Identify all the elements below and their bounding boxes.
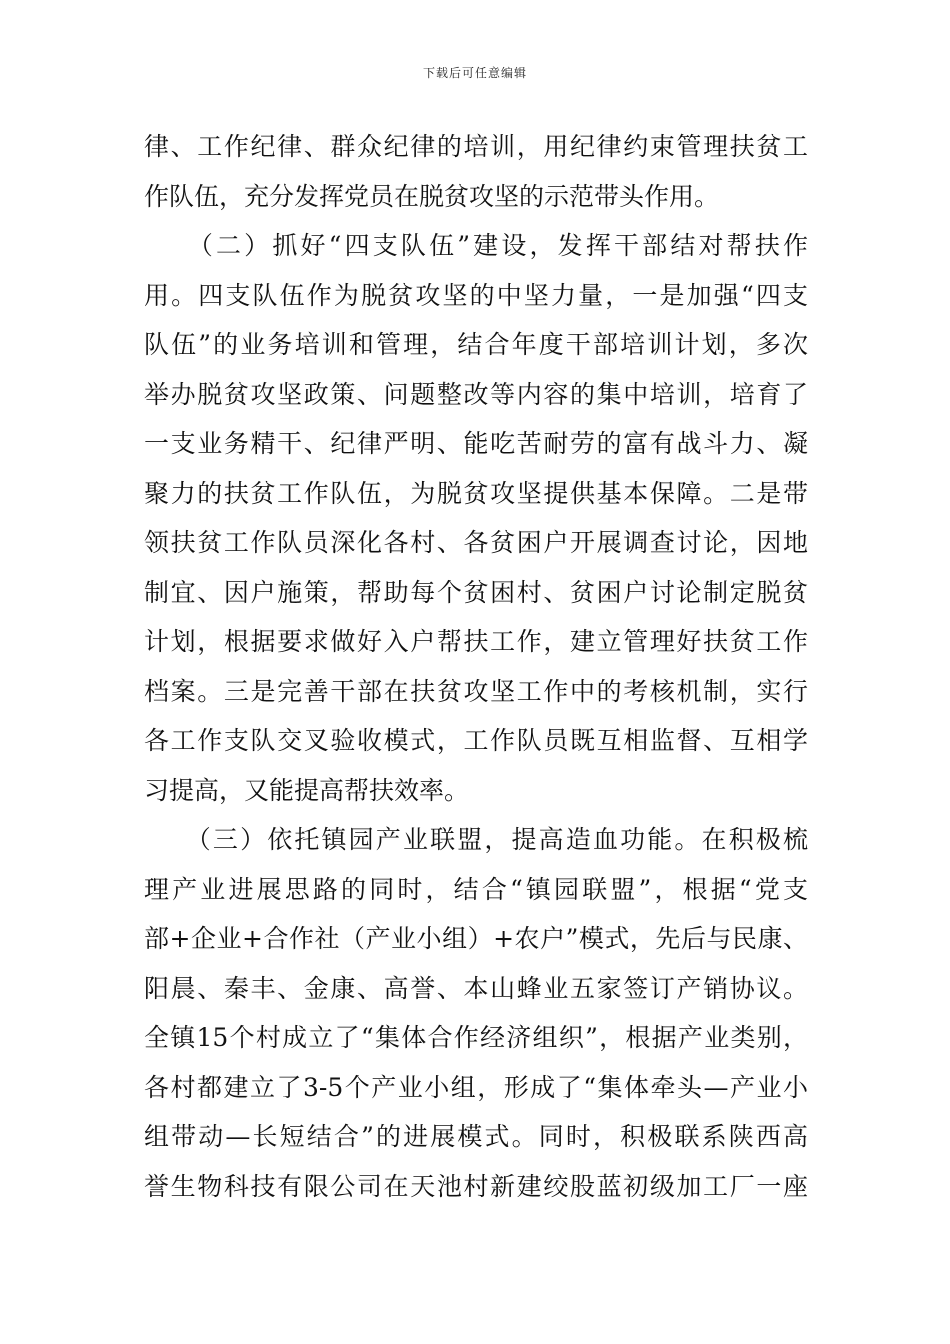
text-line: 聚力的扶贫工作队伍，为脱贫攻坚提供基本保障。二是带 — [144, 478, 808, 508]
text-line: 档案。三是完善干部在扶贫攻坚工作中的考核机制，实行 — [144, 676, 808, 706]
text-line: 队伍”的业务培训和管理，结合年度干部培训计划，多次 — [144, 330, 808, 359]
text-line: 各村都建立了3-5个产业小组，形成了“集体牵头—产业小 — [144, 1072, 808, 1102]
text-line: 领扶贫工作队员深化各村、各贫困户开展调查讨论，因地 — [144, 528, 808, 557]
text-line: 律、工作纪律、群众纪律的培训，用纪律约束管理扶贫工 — [144, 132, 808, 161]
text-line: （二）抓好“四支队伍”建设，发挥干部结对帮扶作 — [144, 231, 808, 260]
text-line: 部+企业+合作社（产业小组）+农户”模式，先后与民康、 — [144, 924, 808, 953]
text-line: 全镇15个村成立了“集体合作经济组织”，根据产业类别， — [144, 1023, 808, 1052]
text-line: 理产业进展思路的同时，结合“镇园联盟”，根据“党支 — [144, 874, 808, 904]
text-line: 举办脱贫攻坚政策、问题整改等内容的集中培训，培育了 — [144, 379, 808, 409]
text-line: 誉生物科技有限公司在天池村新建绞股蓝初级加工厂一座 — [144, 1171, 808, 1201]
text-line: 制宜、因户施策，帮助每个贫困村、贫困户讨论制定脱贫 — [144, 577, 808, 607]
text-line: 组带动—长短结合”的进展模式。同时，积极联系陕西高 — [144, 1122, 808, 1151]
text-line: 计划，根据要求做好入户帮扶工作，建立管理好扶贫工作 — [144, 627, 808, 656]
text-line: 作队伍，充分发挥党员在脱贫攻坚的示范带头作用。 — [144, 181, 720, 211]
text-line: 用。四支队伍作为脱贫攻坚的中坚力量，一是加强“四支 — [144, 280, 808, 310]
document-body — [144, 122, 808, 1211]
text-line: 阳晨、秦丰、金康、高誉、本山蜂业五家签订产销协议。 — [144, 973, 808, 1003]
text-line: 一支业务精干、纪律严明、能吃苦耐劳的富有战斗力、凝 — [144, 429, 808, 458]
text-line: （三）依托镇园产业联盟，提高造血功能。在积极梳 — [144, 825, 808, 854]
text-line: 习提高，又能提高帮扶效率。 — [144, 775, 470, 805]
text-line: 各工作支队交叉验收模式，工作队员既互相监督、互相学 — [144, 726, 808, 755]
page-header: 下载后可任意编辑 — [422, 66, 527, 80]
